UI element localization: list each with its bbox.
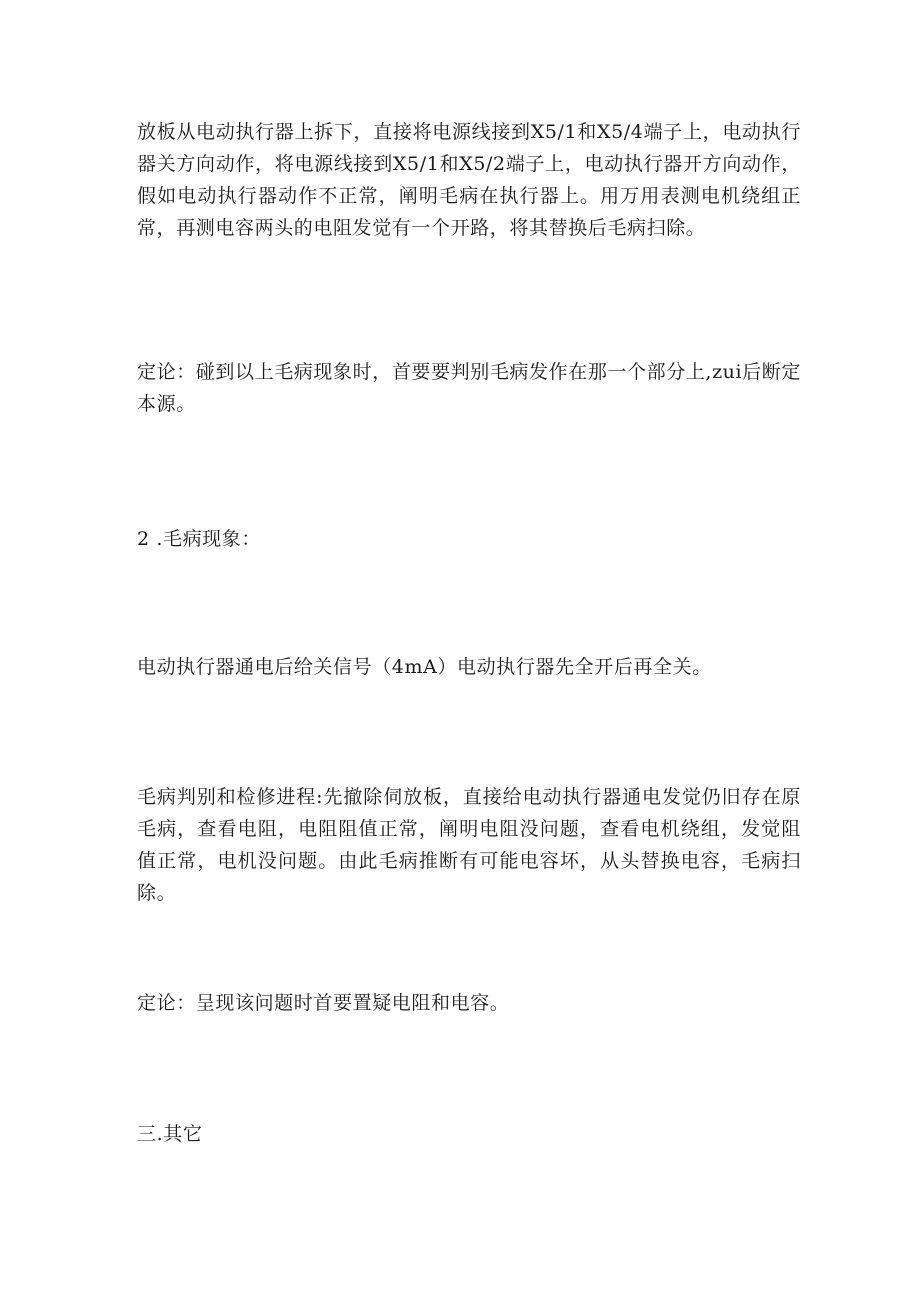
paragraph-conclusion-2: 定论：呈现该问题时首要置疑电阻和电容。 [137,992,510,1014]
paragraph-actuator-test: 放板从电动执行器上拆下，直接将电源线接到X5/1和X5/4端子上，电动执行器关方向动作，将电源线接到X5/1和X5/2端子上，电动执行器开方向动作，假如电动执行器动作不正常，阐明毛病在执行器上。用万用表测电机绕组正常，再测电容两头的电阻发觉有一个开路，将其替换后毛病扫除。 [137,121,801,239]
paragraph-conclusion-1: 定论：碰到以上毛病现象时，首要要判别毛病发作在那一个部分上,zui后断定本源。 [137,361,801,415]
section-heading-fault-2: 2 .毛病现象： [137,528,261,550]
paragraph-diagnosis-process: 毛病判别和检修进程:先撤除伺放板，直接给电动执行器通电发觉仍旧存在原毛病，查看电阻，电阻阻值正常，阐明电阻没问题，查看电机绕组，发觉阻值正常，电机没问题。由此毛病推断有可能电容坏，从头替换电容，毛病扫除。 [137,786,801,904]
paragraph-fault-description: 电动执行器通电后给关信号（4mA）电动执行器先全开后再全关。 [137,656,712,678]
section-heading-other: 三.其它 [137,1123,203,1145]
